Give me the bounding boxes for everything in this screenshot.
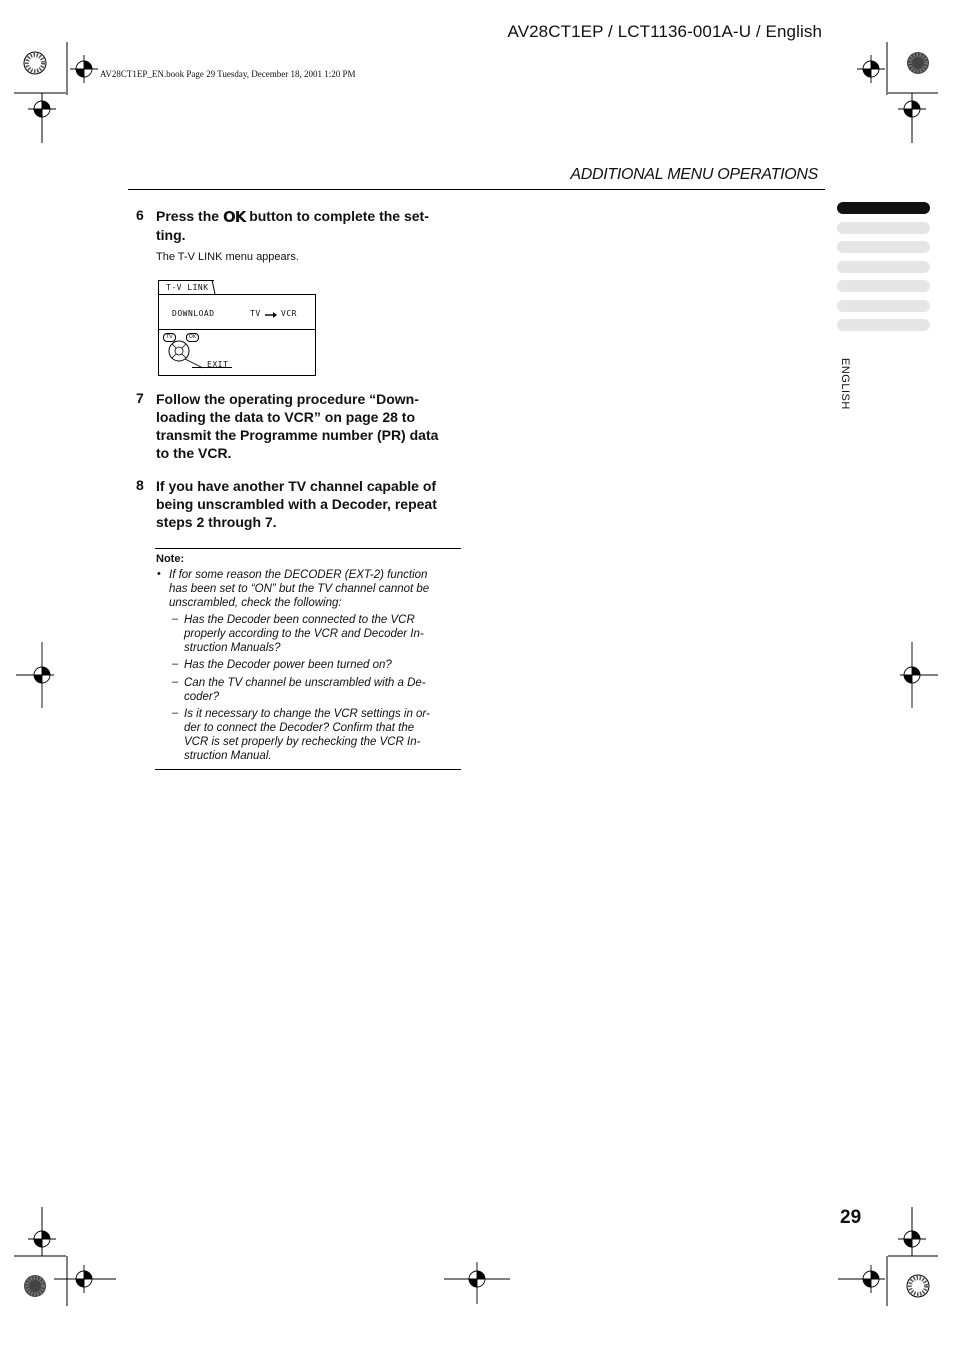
note-intro: If for some reason the DECODER (EXT-2) function has been set to “ON” but the TV channel cannot be unscrambled, check the following: [169,569,430,609]
step-number: 8 [136,477,144,493]
step-text-line: ting. [156,227,186,243]
language-label: ENGLISH [839,358,851,410]
ok-button-icon: OK [222,208,246,226]
file-info: AV28CT1EP_EN.book Page 29 Tuesday, December 18, 2001 1:20 PM [100,69,356,79]
menu-row-label: DOWNLOAD [172,309,215,318]
note-bullet: • [157,568,161,580]
note-dash: – [172,707,179,719]
step-text-line: Press the [156,208,220,224]
step-text-line: steps 2 through 7. [156,514,277,530]
note-item: Can the TV channel be unscrambled with a De- coder? [184,677,426,703]
section-title: ADDITIONAL MENU OPERATIONS [570,166,818,183]
step-number: 6 [136,207,144,223]
step-text-line: button to complete the set- [249,208,429,224]
step-number: 7 [136,390,144,406]
page-number: 29 [840,1207,862,1228]
menu-title: T-V LINK [166,283,209,292]
step-text-line: transmit the Programme number (PR) data [156,427,439,443]
document-id: AV28CT1EP / LCT1136-001A-U / English [507,22,822,41]
step-text-line: to the VCR. [156,445,232,461]
note-label: Note: [156,553,185,565]
registration-target-icon [16,55,938,1304]
note-item: Has the Decoder power been turned on? [184,659,392,671]
note-dash: – [172,613,179,625]
step-text-line: loading the data to VCR” on page 28 to [156,409,416,425]
note-dash: – [172,658,179,670]
note-dash: – [172,676,179,688]
menu-exit-label: EXIT [207,360,229,369]
step-caption: The T-V LINK menu appears. [156,251,299,263]
menu-row-to: VCR [281,309,297,318]
note-item: Is it necessary to change the VCR settings in or- der to connect the Decoder? Confirm that the VCR is set properly by rechecking the VCR In- struction Manual. [184,708,430,762]
color-star-icon [24,52,929,1297]
ok-button-small-icon: OK [186,333,199,342]
note-item: Has the Decoder been connected to the VCR properly according to the VCR and Decoder In- struction Manuals? [184,614,424,654]
step-text-line: If you have another TV channel capable of [156,478,437,494]
tv-button-icon: TV [163,333,176,342]
step-text-line: Follow the operating procedure “Down- [156,391,419,407]
step-text-line: being unscrambled with a Decoder, repeat [156,496,437,512]
menu-row-from: TV [250,309,261,318]
